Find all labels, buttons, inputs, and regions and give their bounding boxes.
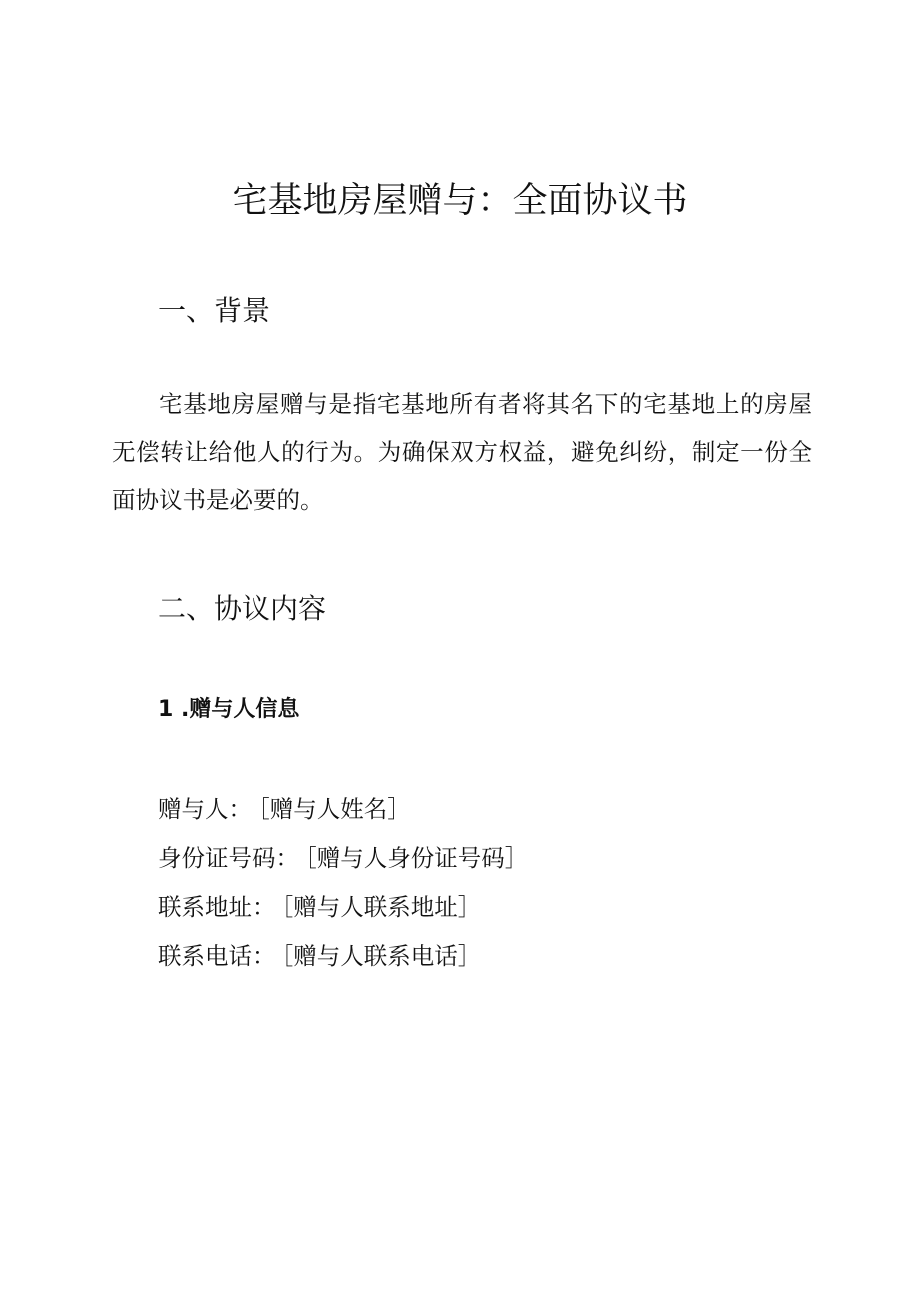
subsection-heading-donor-info: 1 .赠与人信息 xyxy=(158,697,300,722)
field-label: 联系电话： xyxy=(158,942,276,970)
field-value: ［赠与人联系电话］ xyxy=(281,942,482,970)
donor-address-field xyxy=(158,883,528,932)
field-label: 赠与人： xyxy=(158,795,252,823)
donor-phone-field xyxy=(158,932,528,981)
donor-info-list xyxy=(158,785,528,981)
donor-id-number-field xyxy=(158,834,528,883)
background-paragraph: 宅基地房屋赠与是指宅基地所有者将其名下的宅基地上的房屋无偿转让给他人的行为。为确保双方权益，避免纠纷，制定一份全面协议书是必要的。 xyxy=(112,390,812,514)
field-value: ［赠与人身份证号码］ xyxy=(305,844,529,872)
section-heading-background: 一、背景 xyxy=(158,294,271,327)
donor-name-field xyxy=(158,785,528,834)
section-heading-agreement-content: 二、协议内容 xyxy=(158,592,327,625)
field-label: 联系地址： xyxy=(158,893,276,921)
field-label: 身份证号码： xyxy=(158,844,299,872)
field-value: ［赠与人姓名］ xyxy=(258,795,411,823)
field-value: ［赠与人联系地址］ xyxy=(281,893,482,921)
document-title: 宅基地房屋赠与：全面协议书 xyxy=(232,181,688,221)
